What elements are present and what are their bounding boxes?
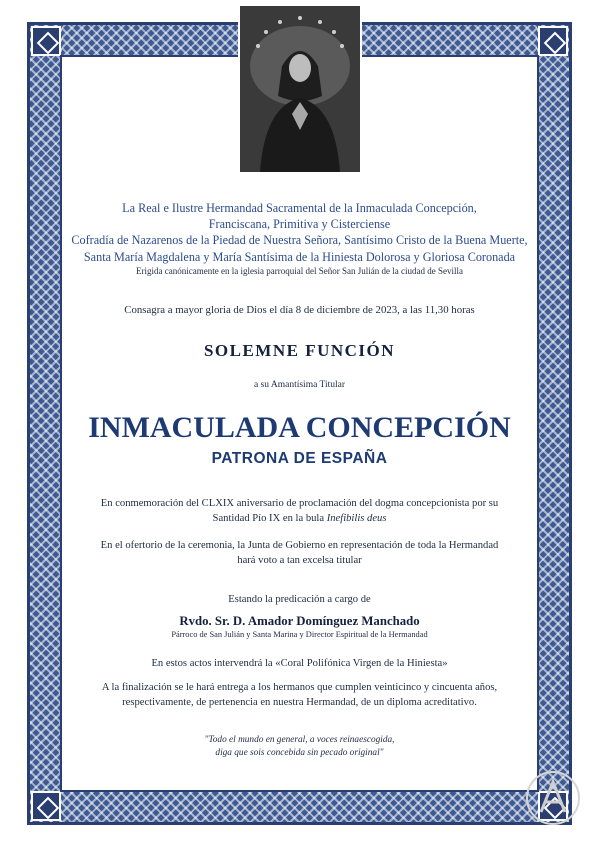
heading-line: Cofradía de Nazarenos de la Piedad de Nuestra Señora, Santísimo Cristo de la Buena Muerte, bbox=[71, 233, 528, 248]
quote-line: "Todo el mundo en general, a voces reinaescogida, bbox=[204, 735, 395, 745]
heading-line: La Real e Ilustre Hermandad Sacramental de la Inmaculada Concepción, bbox=[122, 201, 477, 215]
watermark-emblem bbox=[523, 768, 583, 828]
quote-line: diga que sois concebida sin pecado original" bbox=[215, 747, 384, 758]
frame-corner-ornament bbox=[538, 26, 568, 56]
virgin-portrait-frame bbox=[238, 4, 362, 174]
paragraph-line bbox=[64, 511, 535, 526]
main-title: INMACULADA CONCEPCIÓN bbox=[88, 411, 511, 444]
frame-band-bottom bbox=[30, 790, 569, 822]
subtitle: PATRONA DE ESPAÑA bbox=[211, 450, 388, 467]
heading-line: Franciscana, Primitiva y Cisterciense bbox=[208, 217, 391, 232]
bula-name: Inefibilis deus bbox=[326, 513, 387, 524]
closing-quote bbox=[64, 734, 535, 759]
frame-band-left bbox=[30, 25, 62, 822]
frame-corner-ornament bbox=[31, 791, 61, 821]
solemne-funcion-title: SOLEMNE FUNCIÓN bbox=[203, 341, 396, 360]
coral-text: En estos actos intervendrá la «Coral Polifónica Virgen de la Hiniesta» bbox=[151, 658, 448, 669]
commemoration-paragraph bbox=[64, 496, 535, 526]
diploma-paragraph bbox=[64, 680, 535, 710]
preacher-role: Párroco de San Julián y Santa Marina y Director Espiritual de la Hermandad bbox=[171, 630, 428, 639]
frame-corner-ornament bbox=[31, 26, 61, 56]
preacher-name: Rvdo. Sr. D. Amador Domínguez Manchado bbox=[179, 614, 420, 628]
consagra-text: Consagra a mayor gloria de Dios el día 8 de diciembre de 2023, a las 11,30 horas bbox=[124, 304, 475, 316]
paragraph-line: A la finalización se le hará entrega a los hermanos que cumplen veinticinco y cincuenta años, bbox=[101, 682, 498, 693]
ofertorio-paragraph bbox=[64, 538, 535, 568]
frame-band-right bbox=[537, 25, 569, 822]
heading-line: Santa María Magdalena y María Santísima de la Hiniesta Dolorosa y Gloriosa Coronada bbox=[83, 249, 516, 264]
heading-erigida: Erigida canónicamente en la iglesia parroquial del Señor San Julián de la ciudad de Sevilla bbox=[136, 265, 463, 276]
paragraph-line: En el ofertorio de la ceremonia, la Junta de Gobierno en representación de toda la Hermandad bbox=[100, 540, 499, 551]
brotherhood-heading bbox=[64, 200, 535, 278]
paragraph-line: En conmemoración del CLXIX aniversario de proclamación del dogma concepcionista por su bbox=[100, 498, 499, 509]
paragraph-line: hará voto a tan excelsa titular bbox=[237, 555, 362, 566]
paragraph-line: respectivamente, de pertenencia en nuestra Hermandad, de un diploma acreditativo. bbox=[122, 697, 477, 708]
titular-text: a su Amantísima Titular bbox=[253, 380, 346, 390]
virgin-portrait-image bbox=[240, 6, 360, 172]
paragraph-text: Santidad Pío IX en la bula bbox=[212, 513, 327, 524]
predicacion-text: Estando la predicación a cargo de bbox=[228, 594, 371, 605]
